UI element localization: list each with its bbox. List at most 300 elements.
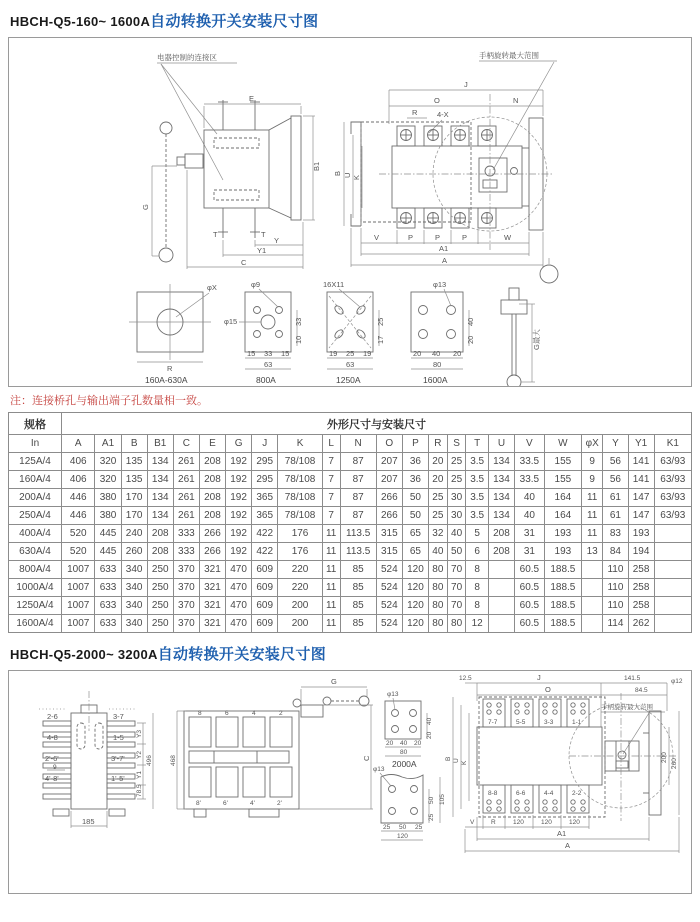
dim-label: 10 <box>294 335 303 344</box>
dim-cell: 406 <box>62 453 95 471</box>
dim-label: A1 <box>439 244 449 253</box>
dim-label: 19 <box>363 349 372 358</box>
hole-pattern-800 <box>224 280 303 385</box>
installation-diagram-2000-3200 <box>8 670 692 894</box>
dim-cell: 11 <box>322 615 340 633</box>
dim-label: 6-6 <box>516 790 526 797</box>
dim-label: 80 <box>400 749 408 756</box>
dim-cell: 524 <box>376 579 402 597</box>
dim-cell: 208 <box>147 525 173 543</box>
dim-cell: 110 <box>603 597 628 615</box>
dim-cell: 340 <box>121 597 147 615</box>
dim-cell: 87 <box>340 507 376 525</box>
dim-cell: 170 <box>121 507 147 525</box>
dim-cell <box>488 597 514 615</box>
dim-label: 8-8 <box>488 790 498 797</box>
dim-cell: 25 <box>428 507 447 525</box>
col-header-cell: R <box>428 435 447 453</box>
dim-cell: 110 <box>603 579 628 597</box>
dim-cell: 633 <box>95 597 121 615</box>
dim-cell: 250 <box>147 561 173 579</box>
dim-label: φ9 <box>251 280 261 289</box>
dim-label: 78.5 <box>136 784 143 797</box>
spec-cell: 160A/4 <box>9 471 62 489</box>
dim-cell: 220 <box>278 579 323 597</box>
dim-label: 25 <box>376 317 385 326</box>
col-header-cell: N <box>340 435 376 453</box>
dim-cell: 258 <box>628 561 654 579</box>
col-header-cell: G <box>226 435 252 453</box>
installation-diagram-160-1600 <box>8 37 692 387</box>
dim-cell: 220 <box>278 561 323 579</box>
dim-cell: 141 <box>628 471 654 489</box>
dim-label: 20 <box>426 731 433 739</box>
dim-cell: 60.5 <box>514 615 544 633</box>
dim-cell: 188.5 <box>544 579 581 597</box>
dim-label: 141.5 <box>624 675 641 682</box>
dim-label: J <box>464 80 468 89</box>
col-letters-row <box>9 435 692 453</box>
dim-cell: 7 <box>322 489 340 507</box>
dim-label: 260 <box>671 758 678 769</box>
dim-cell: 365 <box>252 507 278 525</box>
dim-cell: 13 <box>581 543 602 561</box>
dim-cell: 147 <box>628 507 654 525</box>
dim-label: 25 <box>383 824 391 831</box>
dim-cell: 50 <box>402 489 428 507</box>
dim-cell: 134 <box>147 453 173 471</box>
dim-cell: 25 <box>447 453 466 471</box>
dim-label: 105 <box>439 794 446 805</box>
dim-cell: 3.5 <box>466 507 488 525</box>
hole-pattern-2000 <box>385 691 433 769</box>
dim-label: V <box>374 233 380 242</box>
spec-cell: 200A/4 <box>9 489 62 507</box>
spec-cell: 400A/4 <box>9 525 62 543</box>
dim-cell: 315 <box>376 525 402 543</box>
dim-cell: 370 <box>173 579 199 597</box>
dim-label: C <box>241 258 247 267</box>
dim-cell: 3.5 <box>466 471 488 489</box>
dim-cell: 524 <box>376 615 402 633</box>
hole-pattern-1600 <box>411 280 475 385</box>
dim-cell: 114 <box>603 615 628 633</box>
dim-cell: 110 <box>603 561 628 579</box>
dim-label: 手柄旋转最大范围 <box>479 51 539 60</box>
dim-label: φ13 <box>387 691 399 698</box>
dim-cell: 406 <box>62 471 95 489</box>
dim-label: 8' <box>196 800 201 807</box>
dim-cell: 40 <box>428 543 447 561</box>
dim-label: 5-5 <box>516 719 526 726</box>
dim-label: R <box>167 364 173 373</box>
dim-cell: 320 <box>95 453 121 471</box>
dim-cell: 258 <box>628 597 654 615</box>
dim-label: 2 <box>279 710 283 717</box>
dim-label: Y3 <box>136 730 143 738</box>
dim-cell: 470 <box>226 597 252 615</box>
dim-label: 2'-6' <box>45 754 59 763</box>
dim-cell: 65 <box>402 525 428 543</box>
dim-cell: 11 <box>322 561 340 579</box>
dim-cell: 134 <box>488 453 514 471</box>
dim-cell: 321 <box>199 597 225 615</box>
group-header-cell: 外形尺寸与安装尺寸 <box>62 413 692 435</box>
dim-cell: 40 <box>447 525 466 543</box>
dim-cell: 11 <box>322 525 340 543</box>
dim-cell: 188.5 <box>544 561 581 579</box>
col-header-cell: Y1 <box>628 435 654 453</box>
dim-label: B <box>445 756 452 761</box>
table-row <box>9 507 692 525</box>
dim-cell: 422 <box>252 543 278 561</box>
dim-label: 120 <box>569 819 580 826</box>
dim-cell: 155 <box>544 453 581 471</box>
dim-label: 4 <box>252 710 256 717</box>
dim-label: 40 <box>426 717 433 725</box>
dim-cell: 50 <box>402 507 428 525</box>
dim-cell: 445 <box>95 543 121 561</box>
dim-label: 40 <box>432 349 441 358</box>
dim-label: 1250A <box>336 375 361 385</box>
handle-detail <box>501 258 558 386</box>
dim-label: 120 <box>513 819 524 826</box>
col-header-cell: L <box>322 435 340 453</box>
dim-cell: 266 <box>199 525 225 543</box>
dim-cell: 446 <box>62 489 95 507</box>
dim-cell: 5 <box>466 525 488 543</box>
dim-label: 17 <box>376 335 385 344</box>
dim-cell: 192 <box>226 543 252 561</box>
dim-cell: 192 <box>226 471 252 489</box>
dim-cell: 446 <box>62 507 95 525</box>
table-row <box>9 453 692 471</box>
dim-label: W <box>504 233 512 242</box>
dim-cell: 609 <box>252 579 278 597</box>
dim-cell: 120 <box>402 615 428 633</box>
dim-cell: 200 <box>278 597 323 615</box>
section2-title <box>10 643 692 664</box>
dim-label: φ13 <box>373 766 385 773</box>
dim-cell <box>488 561 514 579</box>
dim-cell <box>488 579 514 597</box>
dim-cell: 85 <box>340 615 376 633</box>
dim-label: E <box>249 94 255 103</box>
dim-cell: 194 <box>628 543 654 561</box>
dim-cell: 120 <box>402 561 428 579</box>
dim-cell: 147 <box>628 489 654 507</box>
side-view <box>141 52 321 269</box>
col-header-cell: K <box>278 435 323 453</box>
dim-label: Y2 <box>136 751 143 759</box>
dim-label: 16X11 <box>323 280 345 289</box>
dim-label: 120 <box>397 833 408 840</box>
dim-cell: 8 <box>466 597 488 615</box>
dim-cell: 266 <box>376 507 402 525</box>
dim-label: 468 <box>170 755 177 766</box>
col-header-cell: E <box>199 435 225 453</box>
dim-label: T <box>261 230 266 239</box>
dim-cell: 141 <box>628 453 654 471</box>
dim-cell: 20 <box>428 453 447 471</box>
dim-label: 6' <box>223 800 228 807</box>
dim-label: J <box>537 673 541 682</box>
dim-cell: 240 <box>121 525 147 543</box>
dim-label: φ13 <box>433 280 447 289</box>
dim-cell: 85 <box>340 561 376 579</box>
dim-cell: 135 <box>121 471 147 489</box>
dim-cell: 36 <box>402 453 428 471</box>
dim-cell: 135 <box>121 453 147 471</box>
dim-cell: 9 <box>581 453 602 471</box>
dim-label: G <box>141 204 150 210</box>
dim-cell: 134 <box>147 489 173 507</box>
dim-cell: 295 <box>252 471 278 489</box>
dim-cell: 120 <box>402 579 428 597</box>
dim-label: 4' <box>250 800 255 807</box>
dim-cell: 11 <box>581 507 602 525</box>
section1-title-model: HBCH-Q5-160~ 1600A <box>10 14 151 29</box>
dim-cell <box>488 615 514 633</box>
dim-label: 33 <box>264 349 273 358</box>
dim-cell: 261 <box>173 489 199 507</box>
dim-cell <box>654 579 691 597</box>
dim-cell: 524 <box>376 597 402 615</box>
dim-cell: 1007 <box>62 615 95 633</box>
dim-cell: 208 <box>147 543 173 561</box>
dim-label: 3-3 <box>544 719 554 726</box>
dim-cell: 83 <box>603 525 628 543</box>
dim-label: 3-7 <box>113 712 124 721</box>
col-header-cell: P <box>402 435 428 453</box>
dim-cell: 6 <box>466 543 488 561</box>
dim-label: 63 <box>264 360 273 369</box>
dim-label: 1-1 <box>572 719 582 726</box>
dim-cell: 87 <box>340 471 376 489</box>
dim-label: 6 <box>225 710 229 717</box>
col-header-cell: φX <box>581 435 602 453</box>
dim-cell: 208 <box>488 525 514 543</box>
dim-cell: 333 <box>173 525 199 543</box>
dim-label: A <box>442 256 448 265</box>
dim-cell: 33.5 <box>514 453 544 471</box>
table-row <box>9 525 692 543</box>
dim-cell: 31 <box>514 543 544 561</box>
dim-label: 25 <box>346 349 355 358</box>
dim-cell: 30 <box>447 489 466 507</box>
dim-label: R <box>491 819 496 826</box>
dim-label: P <box>408 233 414 242</box>
dim-cell: 250 <box>147 597 173 615</box>
spec-cell: 630A/4 <box>9 543 62 561</box>
dim-label: 40 <box>466 317 475 326</box>
dim-cell: 609 <box>252 561 278 579</box>
dim-label: 185 <box>82 817 95 826</box>
dim-cell <box>654 615 691 633</box>
diagram1-svg <box>9 38 693 386</box>
dim-cell: 70 <box>447 597 466 615</box>
dim-label: 80 <box>433 360 442 369</box>
dim-cell: 63/93 <box>654 471 691 489</box>
dim-label: C <box>362 755 371 761</box>
dim-label: 手柄旋转最大范围 <box>601 704 653 711</box>
dim-cell: 120 <box>402 597 428 615</box>
dim-cell: 261 <box>173 507 199 525</box>
dim-label: 20 <box>466 335 475 344</box>
col-header-cell: W <box>544 435 581 453</box>
dim-cell: 633 <box>95 579 121 597</box>
dim-label: 20 <box>414 740 422 747</box>
dim-cell: 25 <box>428 489 447 507</box>
dim-cell <box>654 597 691 615</box>
table-row <box>9 579 692 597</box>
dim-cell: 365 <box>252 489 278 507</box>
dim-cell: 193 <box>628 525 654 543</box>
dim-label: G <box>331 677 337 686</box>
section2-title-model: HBCH-Q5-2000~ 3200A <box>10 647 158 662</box>
dim-cell: 25 <box>447 471 466 489</box>
hole-pattern-3200 <box>373 766 446 840</box>
dim-cell: 65 <box>402 543 428 561</box>
dim-label: 25 <box>428 813 435 821</box>
dim-cell: 470 <box>226 561 252 579</box>
dim-cell: 80 <box>428 579 447 597</box>
front-view <box>333 50 557 267</box>
dim-cell: 32 <box>428 525 447 543</box>
rear-view <box>39 691 153 828</box>
dim-cell: 11 <box>322 597 340 615</box>
dim-label: P <box>435 233 441 242</box>
dim-cell: 134 <box>488 471 514 489</box>
dim-label: K <box>461 760 468 765</box>
dim-cell: 164 <box>544 507 581 525</box>
dim-label: A1 <box>557 829 567 838</box>
dim-cell: 9 <box>581 471 602 489</box>
spec-cell: 1000A/4 <box>9 579 62 597</box>
dim-cell: 50 <box>447 543 466 561</box>
dim-cell: 11 <box>581 525 602 543</box>
spec-cell: 125A/4 <box>9 453 62 471</box>
dim-cell: 633 <box>95 615 121 633</box>
dim-cell: 609 <box>252 597 278 615</box>
dim-cell: 3.5 <box>466 489 488 507</box>
dim-cell: 30 <box>447 507 466 525</box>
dim-cell: 340 <box>121 579 147 597</box>
dim-cell: 176 <box>278 543 323 561</box>
dim-cell: 33.5 <box>514 471 544 489</box>
dim-cell: 63/93 <box>654 453 691 471</box>
dim-cell: 87 <box>340 453 376 471</box>
dim-label: Y1 <box>257 246 267 255</box>
dim-label: 12.5 <box>459 675 472 682</box>
dim-label: 4'-8' <box>45 774 59 783</box>
dim-label: R <box>412 108 418 117</box>
spec-header-cell: 规格 <box>9 413 62 435</box>
dim-cell: 134 <box>488 507 514 525</box>
dim-cell: 80 <box>428 561 447 579</box>
dim-cell <box>581 597 602 615</box>
dim-cell: 12 <box>466 615 488 633</box>
dim-cell: 176 <box>278 525 323 543</box>
dim-cell: 321 <box>199 561 225 579</box>
dim-cell: 56 <box>603 471 628 489</box>
dim-label: O <box>545 685 551 694</box>
dim-cell <box>581 615 602 633</box>
dim-label: 19 <box>329 349 338 358</box>
dim-label: 电器控制的连接区 <box>157 53 217 62</box>
dim-label: 800A <box>256 375 276 385</box>
dim-cell: 8 <box>466 561 488 579</box>
dim-cell: 7 <box>322 507 340 525</box>
col-header-cell: Y <box>603 435 628 453</box>
table-row <box>9 543 692 561</box>
dim-label: 20 <box>413 349 422 358</box>
col-header-cell: J <box>252 435 278 453</box>
dim-label: 3'-7' <box>111 754 125 763</box>
dim-cell: 134 <box>147 507 173 525</box>
dim-cell <box>654 525 691 543</box>
dim-label: 20 <box>453 349 462 358</box>
dim-cell: 70 <box>447 561 466 579</box>
dim-cell: 208 <box>199 471 225 489</box>
dim-label: 1600A <box>423 375 448 385</box>
dim-cell: 85 <box>340 579 376 597</box>
dim-cell: 80 <box>428 615 447 633</box>
table-group-header-row <box>9 413 692 435</box>
dim-label: 200 <box>661 752 668 763</box>
col-header-cell: S <box>447 435 466 453</box>
dim-cell: 340 <box>121 561 147 579</box>
dim-cell <box>581 579 602 597</box>
dim-label: 120 <box>541 819 552 826</box>
dim-cell: 11 <box>322 579 340 597</box>
top-view-2 <box>445 673 683 853</box>
dim-cell: 1007 <box>62 561 95 579</box>
dim-label: O <box>434 96 440 105</box>
dim-cell: 1007 <box>62 579 95 597</box>
spec-cell: 1600A/4 <box>9 615 62 633</box>
dim-cell: 1007 <box>62 597 95 615</box>
dim-cell: 340 <box>121 615 147 633</box>
dim-cell: 40 <box>514 489 544 507</box>
dim-table-body <box>9 413 692 633</box>
dim-label: 20 <box>386 740 394 747</box>
dim-label: 2000A <box>392 759 417 769</box>
dim-label: 2-6 <box>47 712 58 721</box>
table-row <box>9 489 692 507</box>
dim-cell: 250 <box>147 615 173 633</box>
hole-pattern-160-630 <box>129 283 217 385</box>
dim-cell: 633 <box>95 561 121 579</box>
dim-cell: 155 <box>544 471 581 489</box>
col-header-cell: U <box>488 435 514 453</box>
dim-cell: 78/108 <box>278 471 323 489</box>
dim-label: V <box>470 819 475 826</box>
dim-cell: 40 <box>514 507 544 525</box>
diagram2-svg <box>9 671 693 893</box>
dim-label: A <box>565 841 571 850</box>
dim-cell: 63/93 <box>654 489 691 507</box>
spec-cell: 800A/4 <box>9 561 62 579</box>
dim-cell: 422 <box>252 525 278 543</box>
dim-cell: 333 <box>173 543 199 561</box>
dim-cell: 134 <box>147 471 173 489</box>
dim-label: 63 <box>346 360 355 369</box>
dim-cell: 8 <box>466 579 488 597</box>
dim-label: B <box>333 170 342 176</box>
dim-cell: 380 <box>95 507 121 525</box>
dim-cell: 31 <box>514 525 544 543</box>
